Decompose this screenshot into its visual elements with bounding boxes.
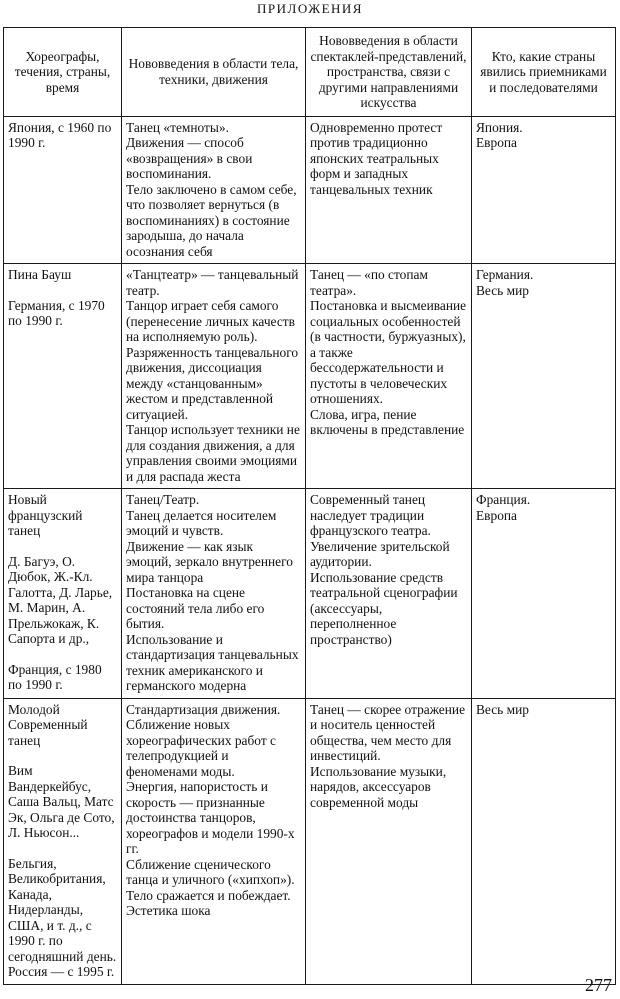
cell-paragraph: Пина Бауш bbox=[8, 267, 72, 282]
cell-paragraph: Постановка и высмеивание социальных особенностей (в частности, буржуазных), а также бессодержательности и пустоты в человеческих отношениях. bbox=[310, 298, 467, 406]
cell-paragraph: Танец «темноты». bbox=[126, 119, 229, 135]
performance-innovations-cell bbox=[306, 116, 472, 264]
cell-paragraph: Германия, с 1970 по 1990 г. bbox=[8, 297, 105, 328]
cell-paragraph: Использование и стандартизация танцевальных техник американского и германского модерна bbox=[126, 631, 299, 693]
cell-paragraph: Франция. bbox=[476, 492, 531, 507]
cell-paragraph: Бельгия, Великобритания, Канада, Нидерланды, США, и т. д., с 1990 г. по сегодняшний день. bbox=[8, 855, 117, 964]
cell-paragraph: Франция, с 1980 по 1990 г. bbox=[8, 661, 102, 692]
body-innovations-cell bbox=[122, 116, 306, 264]
cell-paragraph: Япония, с 1960 по 1990 г. bbox=[8, 119, 112, 150]
successors-cell bbox=[472, 264, 616, 489]
cell-paragraph: Стандартизация движения. bbox=[126, 701, 281, 717]
cell-paragraph: Современный танец наследует традиции французского театра. bbox=[310, 492, 431, 538]
cell-paragraph: Танец — скорее отражение и носитель ценностей общества, чем место для инвестиций. bbox=[310, 701, 466, 763]
cell-paragraph: «Танцтеатр» — танцевальный театр. bbox=[126, 267, 299, 298]
cell-paragraph: Новый французский танец bbox=[8, 492, 83, 538]
successors-cell bbox=[472, 698, 616, 984]
cell-paragraph: Тело сражается и побеждает. bbox=[126, 887, 291, 903]
choreographers-cell bbox=[4, 116, 122, 264]
header-successors: Кто, какие страны явились приемниками и последователями bbox=[472, 28, 616, 117]
choreographers-cell bbox=[4, 264, 122, 489]
cell-paragraph: Танцор играет себя самого (перенесение личных качеств на исполняемую роль). bbox=[126, 298, 295, 344]
body-innovations-cell bbox=[122, 489, 306, 699]
performance-innovations-cell bbox=[306, 489, 472, 699]
table-row bbox=[4, 489, 616, 699]
performance-innovations-cell bbox=[306, 264, 472, 489]
choreographers-cell bbox=[4, 489, 122, 699]
successors-cell bbox=[472, 489, 616, 699]
choreography-table bbox=[3, 27, 616, 985]
cell-paragraph: Танец делается носителем эмоций и чувств. bbox=[126, 507, 277, 538]
body-innovations-cell bbox=[122, 264, 306, 489]
cell-paragraph: Движения — способ «возвращения» в свои воспоминания. bbox=[126, 135, 253, 181]
cell-paragraph: Энергия, напористость и скорость — признанные достоинства танцоров, хореографов и модели 1990-х гг. bbox=[126, 779, 295, 856]
page-number: 277 bbox=[585, 975, 612, 995]
header-body-innovations: Нововведения в области тела, техники, движения bbox=[122, 28, 306, 117]
cell-paragraph: Европа bbox=[476, 135, 518, 150]
cell-paragraph: Танцор использует техники не для создания движения, а для управления своими эмоциями и для распада жеста bbox=[126, 422, 300, 484]
performance-innovations-cell bbox=[306, 698, 472, 984]
cell-paragraph: Сближение новых хореографических работ с телепродукцией и феноменами моды. bbox=[126, 717, 276, 779]
cell-paragraph: Япония. bbox=[476, 119, 523, 135]
cell-paragraph: Движение — как язык эмоций, зеркало внутреннего мира танцора bbox=[126, 538, 293, 585]
table-row bbox=[4, 698, 616, 984]
cell-paragraph: Одновременно протест против традиционно японских театральных форм и западных танцевальных техник bbox=[310, 119, 443, 197]
cell-paragraph: Танец/Театр. bbox=[126, 492, 200, 507]
cell-paragraph: Эстетика шока bbox=[126, 903, 211, 918]
table-body bbox=[4, 116, 616, 984]
body-innovations-cell bbox=[122, 698, 306, 984]
cell-paragraph: Постановка на сцене состояний тела либо его бытия. bbox=[126, 585, 265, 631]
successors-cell bbox=[472, 116, 616, 264]
cell-paragraph: Молодой Современный танец bbox=[8, 701, 88, 748]
table-row bbox=[4, 264, 616, 489]
header-performance-innovations: Нововведения в области спектаклей-представлений, пространства, связи с другими направлениями искусства bbox=[306, 28, 472, 117]
cell-paragraph: Д. Багуэ, О. Дюбок, Ж.-Кл. Галотта, Д. Ларье, М. Марин, А. Прельжокаж, К. Сапорта и др., bbox=[8, 553, 113, 646]
cell-paragraph: Использование средств театральной сценографии (аксессуары, переполненное пространство) bbox=[310, 569, 458, 647]
choreographers-cell bbox=[4, 698, 122, 984]
cell-paragraph: Разряженность танцевального движения, диссоциация между «станцованным» жестом и представленной ситуацией. bbox=[126, 344, 299, 422]
cell-paragraph: Увеличение зрительской аудитории. bbox=[310, 538, 450, 569]
table-row bbox=[4, 116, 616, 264]
cell-paragraph: Тело заключено в самом себе, что позволяет вернуться (в воспоминаниях) в состояние зародыша, до начала осознания себя bbox=[126, 181, 297, 259]
cell-paragraph: Весь мир bbox=[476, 282, 529, 298]
cell-paragraph: Европа bbox=[476, 507, 518, 523]
cell-paragraph: Весь мир bbox=[476, 701, 529, 717]
cell-paragraph: Слова, игра, пение включены в представление bbox=[310, 406, 465, 437]
running-head: ПРИЛОЖЕНИЯ bbox=[257, 1, 363, 16]
cell-paragraph: Танец — «по стопам театра». bbox=[310, 267, 428, 298]
cell-paragraph: Германия. bbox=[476, 267, 534, 282]
cell-paragraph: Вим Вандеркейбус, Саша Вальц, Матс Эк, Ольга де Сото, Л. Ньюсон... bbox=[8, 763, 115, 840]
table-header-row bbox=[4, 28, 616, 117]
header-choreographers: Хореографы, течения, страны, время bbox=[4, 28, 122, 117]
cell-paragraph: Использование музыки, нарядов, аксессуаров современной моды bbox=[310, 763, 447, 810]
cell-paragraph: Россия — с 1995 г. bbox=[8, 964, 115, 979]
cell-paragraph: Сближение сценического танца и уличного («хипхоп»). bbox=[126, 856, 295, 887]
